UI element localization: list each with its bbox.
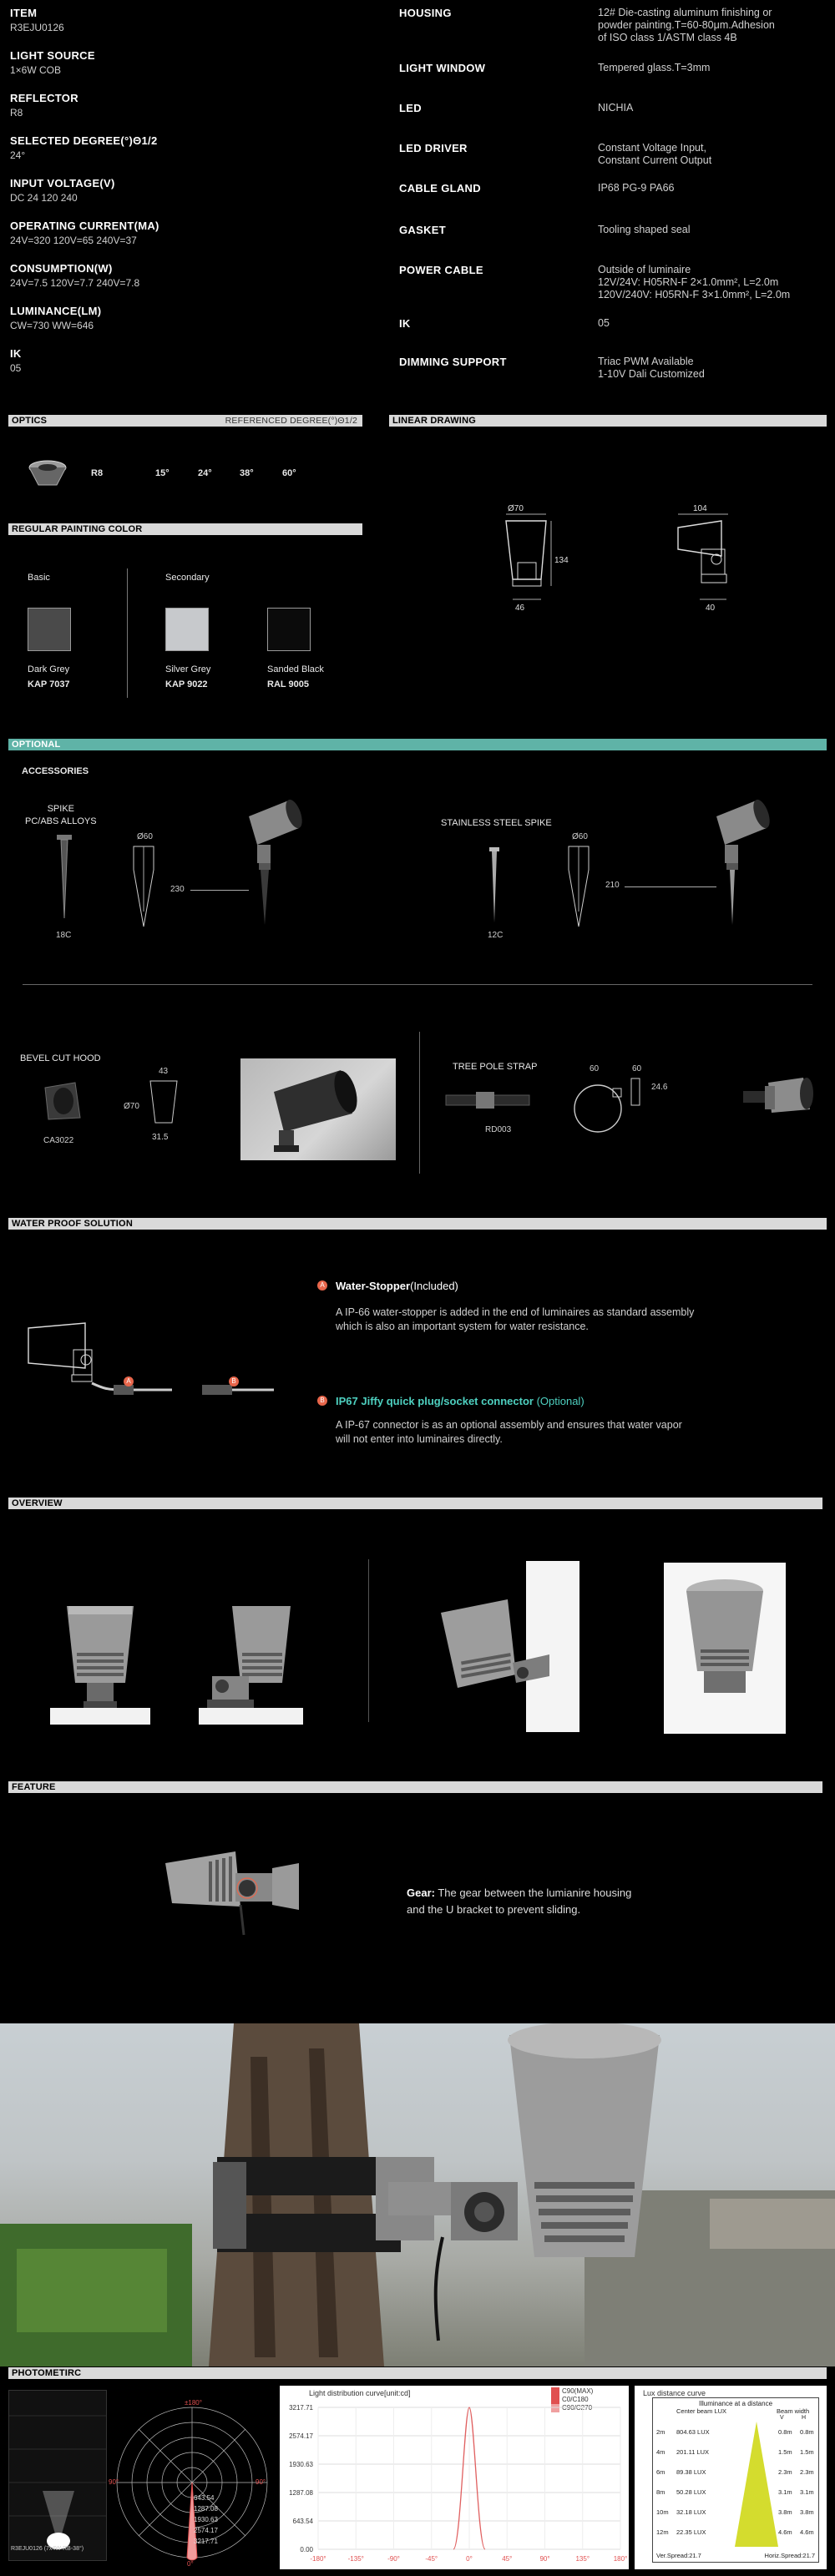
steel-spike-dim-h: 210 <box>605 881 620 890</box>
swatch-dark-grey <box>28 608 71 651</box>
spec-value: Triac PWM Available 1-10V Dali Customized <box>598 356 705 380</box>
color-code-1: KAP 9022 <box>165 679 208 689</box>
feature-bar <box>8 1781 822 1793</box>
feature-gear-photo <box>160 1848 302 1940</box>
water-stopper-suffix: (Included) <box>410 1280 458 1292</box>
steel-spike-product-photo <box>710 793 777 927</box>
spike-dim-d: Ø60 <box>137 832 153 841</box>
waterproof-diagram <box>23 1321 282 1405</box>
dim-134: 134 <box>554 556 569 565</box>
steel-spike-drawing <box>566 845 591 928</box>
spec-label: LUMINANCE(LM) <box>10 305 102 317</box>
water-stopper-text: A IP-66 water-stopper is added in the end of luminaires as standard assembly which is also an important system for water resistance. <box>336 1306 695 1332</box>
strap-title: TREE POLE STRAP <box>453 1062 538 1072</box>
lux-table <box>652 2397 819 2563</box>
spec-label: HOUSING <box>399 7 452 19</box>
strap-drawing-side <box>630 1077 641 1107</box>
strap-dim-b: 60 <box>632 1064 642 1073</box>
spec-label: ITEM <box>10 7 38 19</box>
spec-value: 24V=7.5 120V=7.7 240V=7.8 <box>10 277 140 289</box>
reflector-icon <box>27 460 68 488</box>
lux-cell: 32.18 LUX <box>676 2508 706 2516</box>
spec-value: 05 <box>598 317 610 329</box>
dim-104: 104 <box>693 504 707 513</box>
spec-value: IP68 PG-9 PA66 <box>598 182 675 194</box>
lux-cell: 201.11 LUX <box>676 2448 710 2456</box>
lux-title: Lux distance curve <box>643 2389 706 2397</box>
lux-cell: 3.8m <box>800 2508 814 2516</box>
waterproof-title: WATER PROOF SOLUTION <box>12 1219 133 1229</box>
spec-label: INPUT VOLTAGE(V) <box>10 177 115 189</box>
polar-bottom-label: 0° <box>187 2560 194 2568</box>
spike-leader <box>190 890 249 891</box>
distribution-chart <box>280 2401 629 2569</box>
optics-title: OPTICS <box>12 416 48 426</box>
y-tick-label: 1930.63 <box>289 2461 313 2468</box>
steel-spike-dim-d: Ø60 <box>572 832 588 841</box>
color-code-0: KAP 7037 <box>28 679 70 689</box>
basic-label: Basic <box>28 573 50 583</box>
painting-divider <box>127 568 128 698</box>
gear-description <box>407 1885 691 1918</box>
degree-38: 38° <box>240 468 254 478</box>
accessories-label: ACCESSORIES <box>22 766 89 776</box>
photometric-title: PHOTOMETIRC <box>12 2368 82 2378</box>
spec-label: IK <box>10 347 22 360</box>
lux-cell: 2.3m <box>800 2468 814 2476</box>
spec-value: R3EJU0126 <box>10 22 64 33</box>
spec-value: Tempered glass.T=3mm <box>598 62 711 73</box>
lux-cone <box>733 2422 780 2547</box>
spec-label: CABLE GLAND <box>399 182 481 194</box>
polar-top-label: ±180° <box>185 2399 202 2407</box>
x-tick-label: 135° <box>575 2555 590 2563</box>
legend-entry: C90(MAX) <box>551 2387 593 2396</box>
hood-icon <box>42 1081 84 1123</box>
connector-suffix: (Optional) <box>533 1395 584 1407</box>
spike-drawing <box>131 845 156 928</box>
spec-value: 24V=320 120V=65 240V=37 <box>10 235 137 246</box>
optional-title: OPTIONAL <box>12 740 61 750</box>
gear-label: Gear: <box>407 1887 435 1899</box>
reflector-label: R8 <box>91 468 104 478</box>
spec-label: REFLECTOR <box>10 92 78 104</box>
lux-cell: 4m <box>656 2448 665 2456</box>
degree-24: 24° <box>198 468 212 478</box>
secondary-label: Secondary <box>165 573 210 583</box>
spec-row <box>10 49 377 76</box>
optics-subtitle: REFERENCED DEGREE(°)Θ1/2 <box>225 416 357 426</box>
spec-value: CW=730 WW=646 <box>10 320 94 331</box>
lux-cell: 2m <box>656 2428 665 2436</box>
lux-cell: 1.5m <box>800 2448 814 2456</box>
dim-40: 40 <box>706 604 716 613</box>
polar-values <box>194 2493 218 2547</box>
spec-value: NICHIA <box>598 102 634 114</box>
spec-label: LIGHT SOURCE <box>10 49 95 62</box>
x-tick-label: 180° <box>613 2555 628 2563</box>
polar-chart <box>109 2394 276 2569</box>
hood-dim-bottom: 31.5 <box>152 1133 169 1142</box>
spec-row <box>10 220 377 246</box>
painting-bar <box>8 523 362 535</box>
legend-entry: C90/C270 <box>551 2404 593 2412</box>
polar-value: 1930.63 <box>194 2516 218 2523</box>
lux-cell: 6m <box>656 2468 665 2476</box>
spec-row <box>10 7 377 33</box>
steel-spike-title: STAINLESS STEEL SPIKE <box>441 818 552 828</box>
dim-46: 46 <box>515 604 525 613</box>
spec-label: GASKET <box>399 224 446 236</box>
polar-value: 3217.71 <box>194 2538 218 2545</box>
polar-value: 643.54 <box>194 2494 215 2502</box>
beam-thumbnail <box>8 2390 107 2561</box>
x-tick-label: 90° <box>539 2555 550 2563</box>
polar-value: 1287.08 <box>194 2505 218 2513</box>
overview-angled-view <box>433 1596 554 1713</box>
connector-title <box>336 1395 584 1407</box>
overview-title: OVERVIEW <box>12 1498 63 1508</box>
spec-label: CONSUMPTION(W) <box>10 262 113 275</box>
feature-title: FEATURE <box>12 1782 56 1792</box>
spec-label: SELECTED DEGREE(°)Θ1/2 <box>10 134 158 147</box>
lux-cell: 3.1m <box>800 2488 814 2496</box>
x-tick-label: -90° <box>387 2555 400 2563</box>
spec-label: IK <box>399 317 411 330</box>
lux-cell: 1.5m <box>778 2448 792 2456</box>
lux-cell: 3.8m <box>778 2508 792 2516</box>
spec-row <box>10 262 377 289</box>
y-tick-label: 1287.08 <box>289 2489 313 2497</box>
spec-row <box>10 305 377 331</box>
y-tick-label: 0.00 <box>300 2546 313 2553</box>
lux-cell: 12m <box>656 2528 669 2536</box>
x-tick-label: -45° <box>425 2555 438 2563</box>
spec-label: OPERATING CURRENT(MA) <box>10 220 159 232</box>
steel-spike-code: 12C <box>488 931 504 940</box>
x-tick-label: -135° <box>347 2555 364 2563</box>
lux-cell: 804.63 LUX <box>676 2428 710 2436</box>
spec-value: Tooling shaped seal <box>598 224 691 235</box>
lux-header-beam: Beam width <box>777 2407 810 2415</box>
lux-cell: 10m <box>656 2508 669 2516</box>
connector-name: IP67 Jiffy quick plug/socket connector <box>336 1395 534 1407</box>
spec-value: 05 <box>10 362 22 374</box>
hood-dim-top: 43 <box>159 1067 169 1076</box>
legend-entry: C0/C180 <box>551 2396 593 2404</box>
spike-code: 18C <box>56 931 72 940</box>
badge-b: B <box>317 1396 327 1406</box>
dim-d70: Ø70 <box>508 504 524 513</box>
lux-cell: 22.35 LUX <box>676 2528 706 2536</box>
strap-product-photo <box>743 1073 818 1123</box>
spec-value: 1×6W COB <box>10 64 62 76</box>
spec-value: Constant Voltage Input, Constant Current Output <box>598 142 712 166</box>
connector-text: A IP-67 connector is as an optional assembly and ensures that water vapor will not enter into luminaires directly. <box>336 1419 682 1445</box>
lux-cell: 89.38 LUX <box>676 2468 706 2476</box>
beam-thumbnail-caption: R3EJU0126 (7x4W-RB-38°) <box>11 2546 84 2552</box>
polar-right-label: 90° <box>256 2478 266 2486</box>
badge-b-diagram: B <box>229 1376 239 1386</box>
polar-left-label: 90° <box>109 2478 119 2486</box>
spec-value: 24° <box>10 149 26 161</box>
spec-left-column <box>10 7 377 390</box>
swatch-sanded-black <box>267 608 311 651</box>
linear-drawing-side <box>668 504 760 613</box>
lux-cell: 4.6m <box>778 2528 792 2536</box>
lux-cell: 8m <box>656 2488 665 2496</box>
painting-title: REGULAR PAINTING COLOR <box>12 524 143 534</box>
spec-row <box>10 134 377 161</box>
x-tick-label: -180° <box>310 2555 326 2563</box>
lux-subtitle: Illuminance at a distance <box>698 2400 773 2407</box>
hor-spread: Horiz.Spread:21.7 <box>764 2552 815 2559</box>
hood-code: CA3022 <box>43 1136 74 1145</box>
spec-row <box>10 347 377 374</box>
color-name-2: Sanded Black <box>267 664 324 674</box>
hood-dim-d: Ø70 <box>124 1102 139 1111</box>
color-name-1: Silver Grey <box>165 664 211 674</box>
y-tick-label: 2574.17 <box>289 2432 313 2440</box>
steel-spike-icon <box>488 847 500 927</box>
spec-label: POWER CABLE <box>399 264 483 276</box>
lux-cell: 4.6m <box>800 2528 814 2536</box>
linear-drawing-bar <box>389 415 827 427</box>
overview-side-view <box>199 1603 303 1732</box>
spike-product-photo <box>242 793 309 927</box>
badge-a: A <box>317 1280 327 1291</box>
spec-value: R8 <box>10 107 23 119</box>
y-tick-label: 3217.71 <box>289 2404 313 2412</box>
degree-60: 60° <box>282 468 296 478</box>
water-stopper-title <box>336 1280 458 1292</box>
polar-value: 2574.17 <box>194 2527 218 2534</box>
spec-row <box>10 92 377 119</box>
spec-label: DIMMING SUPPORT <box>399 356 507 368</box>
overview-bar <box>8 1498 822 1509</box>
ver-spread: Ver.Spread:21.7 <box>656 2552 701 2559</box>
optional-bar <box>8 739 827 750</box>
degree-15: 15° <box>155 468 170 478</box>
lux-header-v: V <box>780 2415 784 2421</box>
swatch-silver-grey <box>165 608 209 651</box>
distribution-title: Light distribution curve[unit:cd] <box>309 2389 411 2397</box>
color-code-2: RAL 9005 <box>267 679 309 689</box>
lux-cell: 0.8m <box>800 2428 814 2436</box>
steel-spike-leader <box>625 886 716 887</box>
lux-cell: 50.28 LUX <box>676 2488 706 2496</box>
strap-drawing-ring <box>569 1080 626 1134</box>
linear-drawing-title: LINEAR DRAWING <box>392 416 476 426</box>
lux-cell: 3.1m <box>778 2488 792 2496</box>
hood-photo <box>240 1058 396 1160</box>
strap-dim-c: 24.6 <box>651 1083 668 1092</box>
spike-icon <box>55 835 73 927</box>
spike-title: SPIKE PC/ABS ALLOYS <box>25 804 97 826</box>
overview-top-view <box>664 1563 786 1734</box>
hood-drawing <box>147 1079 180 1125</box>
x-tick-label: 0° <box>466 2555 473 2563</box>
lux-cell: 0.8m <box>778 2428 792 2436</box>
spec-value: DC 24 120 240 <box>10 192 78 204</box>
spec-label: LED <box>399 102 422 114</box>
overview-front-view <box>50 1603 150 1732</box>
lux-header-center: Center beam LUX <box>676 2407 727 2415</box>
hood-strap-divider <box>419 1032 420 1174</box>
x-tick-label: 45° <box>502 2555 513 2563</box>
gear-text: The gear between the lumianire housing and the U bracket to prevent sliding. <box>407 1887 632 1916</box>
spec-value: 12# Die-casting aluminum finishing or powder painting.T=60-80μm.Adhesion of ISO class 1/ASTM class 4B <box>598 7 775 43</box>
strap-icon <box>443 1085 534 1115</box>
lux-cell: 2.3m <box>778 2468 792 2476</box>
lux-header-h: H <box>802 2415 807 2421</box>
hood-title: BEVEL CUT HOOD <box>20 1053 101 1063</box>
waterproof-bar <box>8 1218 827 1230</box>
y-tick-label: 643.54 <box>292 2518 313 2525</box>
optics-bar <box>8 415 362 427</box>
strap-dim-a: 60 <box>590 1064 600 1073</box>
photometric-bar <box>8 2367 827 2379</box>
strap-code: RD003 <box>485 1125 512 1134</box>
optional-divider <box>23 984 812 985</box>
spec-value: Outside of luminaire 12V/24V: H05RN-F 2×1.0mm², L=2.0m 120V/240V: H05RN-F 3×1.0mm², L=2.0m <box>598 264 791 301</box>
lifestyle-photo <box>0 2023 835 2366</box>
overview-divider <box>368 1559 369 1722</box>
spike-dim-h: 230 <box>170 885 185 894</box>
color-name-0: Dark Grey <box>28 664 70 674</box>
badge-a-diagram: A <box>124 1376 134 1386</box>
spec-label: LED DRIVER <box>399 142 468 154</box>
spec-row <box>10 177 377 204</box>
spec-label: LIGHT WINDOW <box>399 62 486 74</box>
water-stopper-name: Water-Stopper <box>336 1280 411 1292</box>
